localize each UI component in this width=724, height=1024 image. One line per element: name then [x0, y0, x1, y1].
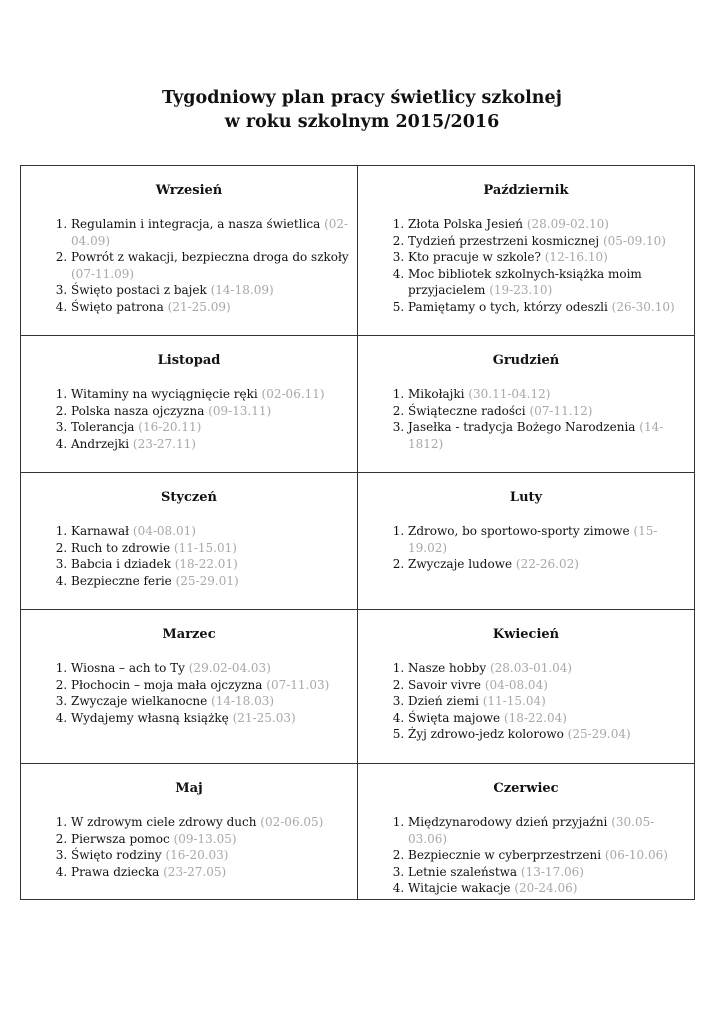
list-item — [71, 693, 349, 710]
topic-dates: (02-06.11) — [261, 387, 325, 401]
topic-dates: (09-13.11) — [208, 403, 272, 418]
topic-dates: (14-18.09) — [210, 283, 274, 297]
list-item — [71, 814, 349, 831]
topic-text: Żyj zdrowo-jedz kolorowo — [408, 727, 564, 741]
topic-text: Jasełka - tradycja Bożego Narodzenia — [408, 420, 636, 434]
month-heading: Kwiecień — [492, 627, 560, 642]
month-heading: Czerwiec — [493, 781, 559, 796]
topic-list — [386, 386, 686, 452]
topic-text: Święto patrona — [71, 299, 164, 314]
topic-dates: (23-27.05) — [163, 864, 227, 879]
topic-dates: (16-20.11) — [138, 420, 202, 434]
topic-text: Złota Polska Jesień — [408, 217, 524, 231]
topic-dates: (07-11.09) — [71, 266, 135, 281]
topic-dates: (14-18.03) — [211, 694, 275, 708]
topic-dates: (29.02-04.03) — [188, 661, 271, 675]
topic-dates: (09-13.05) — [173, 831, 237, 846]
topic-text: Witaminy na wyciągnięcie ręki — [71, 387, 258, 401]
topic-text: Moc bibliotek szkolnych-książka moim przyjacielem — [408, 266, 642, 297]
topic-list — [386, 216, 686, 315]
month-cell — [358, 336, 695, 473]
topic-text: Tolerancja — [71, 420, 135, 434]
month-block — [358, 166, 694, 335]
topic-text: Bezpieczne ferie — [71, 573, 172, 588]
topic-text: Powrót z wakacji, bezpieczna droga do szkoły — [71, 250, 349, 264]
list-item — [408, 556, 686, 573]
list-item — [71, 403, 349, 420]
list-item — [71, 710, 349, 727]
topic-dates: (12-16.10) — [544, 250, 608, 264]
list-item — [408, 726, 686, 743]
table-row — [21, 336, 695, 473]
topic-list — [49, 216, 349, 315]
topic-dates: (18-22.01) — [174, 557, 238, 571]
list-item — [71, 299, 349, 316]
list-item — [408, 299, 686, 316]
topic-text: Ruch to zdrowie — [71, 540, 171, 555]
topic-dates: (21-25.03) — [232, 710, 296, 725]
month-cell — [21, 764, 358, 900]
topic-dates: (20-24.06) — [514, 881, 578, 895]
topic-dates: (05-09.10) — [602, 233, 666, 248]
topic-text: Pamiętamy o tych, którzy odeszli — [408, 299, 608, 314]
list-item — [71, 249, 349, 282]
topic-dates: (30.11-04.12) — [468, 387, 551, 401]
list-item — [71, 436, 349, 453]
topic-dates: (23-27.11) — [132, 436, 196, 451]
list-item — [71, 660, 349, 677]
month-cell — [21, 473, 358, 610]
month-heading: Marzec — [162, 627, 216, 642]
list-item — [408, 386, 686, 403]
list-item — [71, 282, 349, 299]
month-cell — [358, 473, 695, 610]
topic-dates: (28.09-02.10) — [526, 217, 609, 231]
topic-dates: (18-22.04) — [503, 710, 567, 725]
topic-dates: (02-06.05) — [260, 815, 324, 829]
list-item — [408, 249, 686, 266]
topic-list — [386, 660, 686, 743]
month-heading: Wrzesień — [155, 183, 223, 198]
list-item — [408, 419, 686, 452]
topic-text: Zdrowo, bo sportowo-sporty zimowe — [408, 524, 630, 538]
topic-text: Karnawał — [71, 524, 130, 538]
month-block — [21, 610, 357, 763]
topic-dates: (06-10.06) — [604, 848, 668, 862]
topic-text: Savoir vivre — [408, 677, 482, 692]
topic-text: Międzynarodowy dzień przyjaźni — [408, 815, 608, 829]
topic-text: Andrzejki — [71, 436, 130, 451]
list-item — [408, 266, 686, 299]
topic-dates: (07-11.03) — [266, 677, 330, 692]
topic-text: Pierwsza pomoc — [71, 831, 170, 846]
topic-list — [386, 523, 686, 573]
topic-text: Święto rodziny — [71, 848, 162, 862]
topic-text: Babcia i dziadek — [71, 557, 171, 571]
list-item — [408, 814, 686, 847]
topic-text: Letnie szaleństwa — [408, 864, 518, 879]
list-item — [71, 540, 349, 557]
month-cell — [21, 166, 358, 336]
topic-dates: (02-04.09) — [71, 217, 349, 248]
month-block — [358, 764, 694, 899]
topic-dates: (22-26.02) — [515, 557, 579, 571]
month-heading: Listopad — [157, 353, 221, 368]
topic-dates: (26-30.10) — [611, 299, 675, 314]
topic-dates: (19-23.10) — [489, 283, 553, 297]
month-cell — [21, 336, 358, 473]
topic-dates: (04-08.01) — [132, 524, 196, 538]
month-block — [358, 610, 694, 763]
list-item — [408, 403, 686, 420]
topic-text: Bezpiecznie w cyberprzestrzeni — [408, 848, 602, 862]
month-heading: Maj — [175, 781, 203, 796]
month-block — [358, 473, 694, 609]
topic-text: Zwyczaje ludowe — [408, 557, 513, 571]
topic-text: Świąteczne radości — [408, 403, 526, 418]
topic-text: Polska nasza ojczyzna — [71, 403, 205, 418]
month-block — [21, 473, 357, 609]
month-heading: Grudzień — [492, 353, 560, 368]
topic-dates: (25-29.01) — [175, 573, 239, 588]
month-heading: Październik — [483, 183, 569, 198]
topic-text: Mikołajki — [408, 387, 465, 401]
list-item — [71, 216, 349, 249]
topic-text: Wiosna – ach to Ty — [71, 661, 185, 675]
topic-text: Zwyczaje wielkanocne — [71, 694, 208, 708]
month-heading: Luty — [509, 490, 543, 505]
list-item — [71, 419, 349, 436]
topic-dates: (25-29.04) — [567, 727, 631, 741]
topic-list — [49, 814, 349, 880]
topic-dates: (16-20.03) — [165, 848, 229, 862]
topic-text: Tydzień przestrzeni kosmicznej — [408, 233, 600, 248]
topic-list — [49, 660, 349, 726]
topic-list — [49, 523, 349, 589]
month-cell — [358, 166, 695, 336]
topic-text: Wydajemy własną książkę — [71, 710, 229, 725]
month-cell — [21, 610, 358, 764]
topic-text: Witajcie wakacje — [408, 881, 511, 895]
table-row — [21, 473, 695, 610]
table-row — [21, 166, 695, 336]
list-item — [408, 523, 686, 556]
topic-text: W zdrowym ciele zdrowy duch — [71, 815, 257, 829]
list-item — [71, 573, 349, 590]
topic-text: Dzień ziemi — [408, 694, 479, 708]
page-title — [0, 86, 724, 134]
topic-dates: (21-25.09) — [167, 299, 231, 314]
topic-list — [386, 814, 686, 897]
plan-table — [20, 165, 695, 900]
list-item — [408, 693, 686, 710]
title-line-1: Tygodniowy plan pracy świetlicy szkolnej — [162, 88, 562, 108]
month-block — [21, 764, 357, 899]
list-item — [408, 710, 686, 727]
table-row — [21, 610, 695, 764]
topic-text: Prawa dziecka — [71, 864, 160, 879]
title-line-2: w roku szkolnym 2015/2016 — [224, 112, 500, 132]
topic-text: Święta majowe — [408, 710, 501, 725]
topic-dates: (07-11.12) — [529, 403, 593, 418]
month-cell — [358, 610, 695, 764]
topic-text: Święto postaci z bajek — [71, 283, 207, 297]
month-block — [358, 336, 694, 472]
topic-dates: (14-1812) — [408, 420, 664, 451]
month-heading: Styczeń — [161, 490, 217, 505]
table-row — [21, 764, 695, 900]
topic-dates: (28.03-01.04) — [489, 661, 573, 675]
topic-dates: (11-15.04) — [482, 694, 546, 708]
month-block — [21, 166, 357, 335]
list-item — [71, 677, 349, 694]
list-item — [408, 677, 686, 694]
topic-text: Kto pracuje w szkole? — [408, 250, 541, 264]
list-item — [408, 880, 686, 897]
topic-dates: (13-17.06) — [520, 864, 584, 879]
list-item — [408, 660, 686, 677]
plan-table-body — [21, 166, 695, 900]
list-item — [408, 216, 686, 233]
topic-text: Nasze hobby — [408, 661, 487, 675]
list-item — [408, 864, 686, 881]
list-item — [408, 847, 686, 864]
topic-dates: (15-19.02) — [408, 524, 658, 555]
month-block — [21, 336, 357, 472]
list-item — [71, 386, 349, 403]
list-item — [71, 864, 349, 881]
month-cell — [358, 764, 695, 900]
topic-text: Regulamin i integracja, a nasza świetlica — [71, 217, 321, 231]
list-item — [71, 831, 349, 848]
topic-list — [49, 386, 349, 452]
list-item — [71, 556, 349, 573]
topic-dates: (04-08.04) — [484, 677, 548, 692]
list-item — [71, 847, 349, 864]
list-item — [408, 233, 686, 250]
topic-dates: (30.05-03.06) — [408, 815, 655, 846]
topic-text: Płochocin – moja mała ojczyzna — [71, 677, 263, 692]
topic-dates: (11-15.01) — [173, 540, 237, 555]
list-item — [71, 523, 349, 540]
